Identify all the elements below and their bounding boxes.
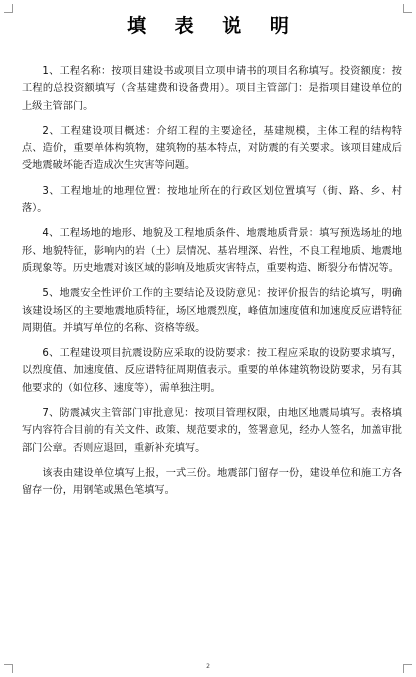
paragraph-6: 6、工程建设项目抗震设防应采取的设防要求：按工程应采取的设防要求填写，以烈度值、加速度值、反应谱特征周期值表示。重要的单体建筑物设防要求，另有其他要求的（如位移、速度等），需单独注明。 bbox=[22, 348, 402, 394]
instructions-body bbox=[22, 63, 402, 508]
paragraph-footer-note: 该表由建设单位填写上报，一式三份。地震部门留存一份，建设单位和施工方各留存一份，用钢笔或黑色笔填写。 bbox=[22, 467, 402, 497]
page-number: 2 bbox=[206, 663, 210, 670]
paragraph-5: 5、地震安全性评价工作的主要结论及设防意见：按评价报告的结论填写，明确该建设场区的主要地震地质特征，场区地震烈度，峰值加速度值和加速度反应谱特征周期值。并填写单位的名称、资格等级。 bbox=[22, 288, 402, 334]
paragraph-4: 4、工程场地的地形、地貌及工程地质条件、地震地质背景：填写预选场址的地形、地貌特征，影响内的岩（土）层情况、基岩埋深、岩性，不良工程地质、地震地质现象等。历史地震对该区域的影响及地质灾害特点，重要构造、断裂分布情况等。 bbox=[22, 228, 402, 274]
paragraph-7: 7、防震减灾主管部门审批意见：按项目管理权限，由地区地震局填写。表格填写内容符合目前的有关文件、政策、规范要求的，签署意见，经办人签名，加盖审批部门公章。否则应退回，重新补充填写。 bbox=[22, 408, 402, 454]
paragraph-1: 1、工程名称：按项目建设书或项目立项申请书的项目名称填写。投资额度：按工程的总投资额填写（含基建费和设备费用）。项目主管部门：是指项目建设单位的上级主管部门。 bbox=[22, 66, 402, 112]
paragraph-2: 2、工程建设项目概述：介绍工程的主要途径，基建规模，主体工程的结构特点、造价，重要单体构筑物，建筑物的基本特点，对防震的有关要求。该项目建成后受地震破坏能否造成次生灾害等问题。 bbox=[22, 125, 402, 172]
page-title: 填 表 说 明 bbox=[127, 15, 300, 37]
paragraph-3: 3、工程地址的地理位置：按地址所在的行政区划位置填写（街、路、乡、村落）。 bbox=[22, 185, 402, 215]
